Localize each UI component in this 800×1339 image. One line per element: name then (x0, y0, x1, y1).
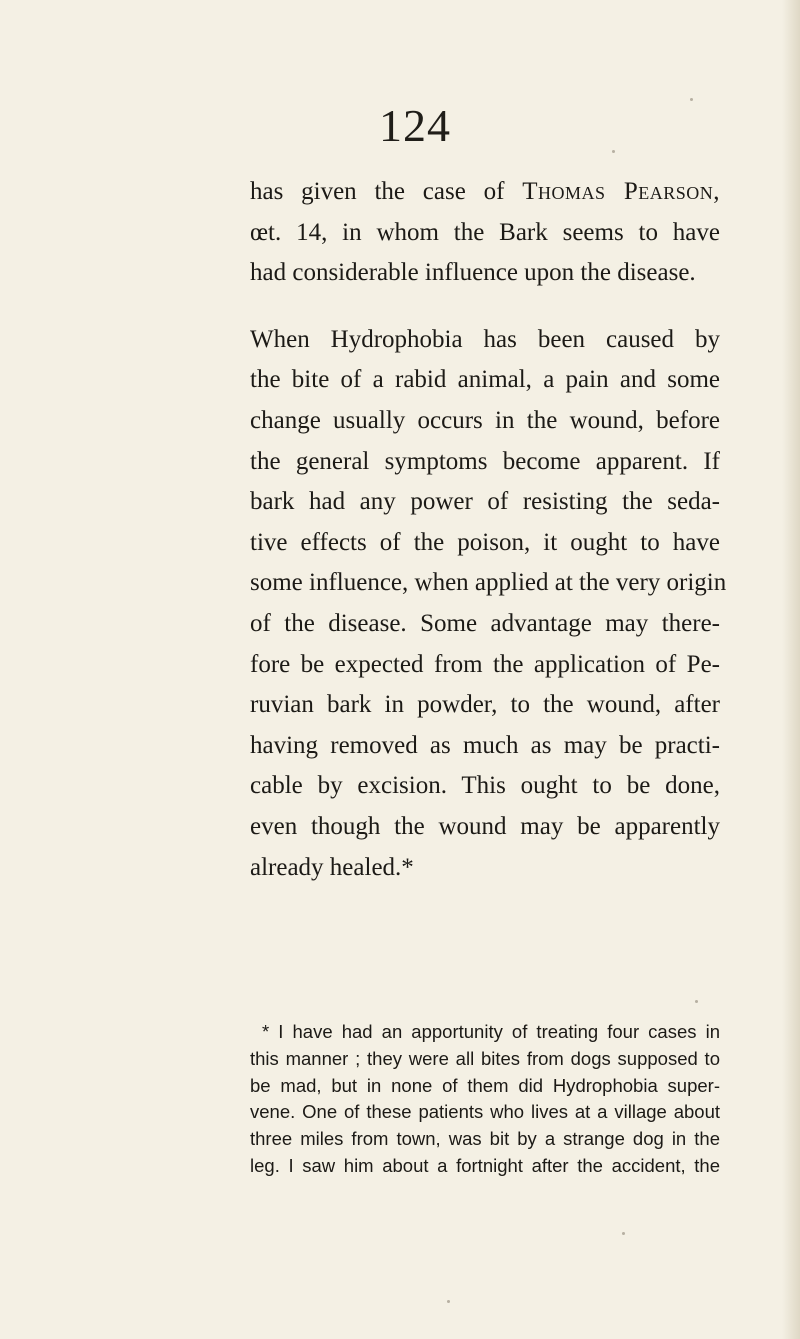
body-line-3: had considerable influence upon the disease. (250, 259, 696, 287)
patient-name: Thomas Pearson, (522, 178, 720, 205)
footnote-line: three miles from town, was bit by a strange dog in the (250, 1128, 720, 1150)
footnote-line: be mad, but in none of them did Hydrophobia super- (250, 1074, 720, 1096)
body-line: the bite of a rabid animal, a pain and some (250, 366, 720, 394)
body-line: tive effects of the poison, it ought to have (250, 528, 720, 556)
page-number: 124 (379, 100, 451, 151)
paper-speck (690, 98, 693, 101)
body-line: the general symptoms become apparent. If (250, 447, 720, 475)
footnote (250, 1019, 720, 1180)
body-line: some influence, when applied at the very origin (250, 569, 727, 597)
body-line: ruvian bark in powder, to the wound, after (250, 691, 720, 719)
body-line-2: œt. 14, in whom the Bark seems to have (250, 218, 720, 246)
footnote-line: * I have had an apportunity of treating four cases in (262, 1021, 720, 1042)
body-line: even though the wound may be apparently (250, 812, 720, 840)
paragraph-gap (250, 294, 720, 320)
body-line: cable by excision. This ought to be done, (250, 772, 720, 800)
paper-speck (695, 1000, 698, 1003)
footnote-line: this manner ; they were all bites from dogs supposed to (250, 1047, 720, 1069)
body-line: change usually occurs in the wound, before (250, 406, 720, 434)
body-line-1-text: has given the case of (250, 178, 523, 205)
footnote-line: leg. I saw him about a fortnight after the accident, the (250, 1154, 720, 1176)
body-line: When Hydrophobia has been caused by (250, 325, 720, 353)
page-edge-shadow (782, 0, 800, 1339)
body-line-1 (250, 172, 720, 213)
paper-speck (612, 150, 615, 153)
body-line: of the disease. Some advantage may there- (250, 609, 720, 637)
body-line: bark had any power of resisting the seda- (250, 488, 720, 516)
paper-speck (622, 1232, 625, 1235)
body-line-last: already healed.* (250, 853, 414, 881)
body-text (250, 172, 727, 888)
body-line: fore be expected from the application of Pe- (250, 650, 720, 678)
body-line: having removed as much as may be practi- (250, 731, 720, 759)
footnote-line: vene. One of these patients who lives at a village about (250, 1101, 720, 1123)
paper-speck (447, 1300, 450, 1303)
